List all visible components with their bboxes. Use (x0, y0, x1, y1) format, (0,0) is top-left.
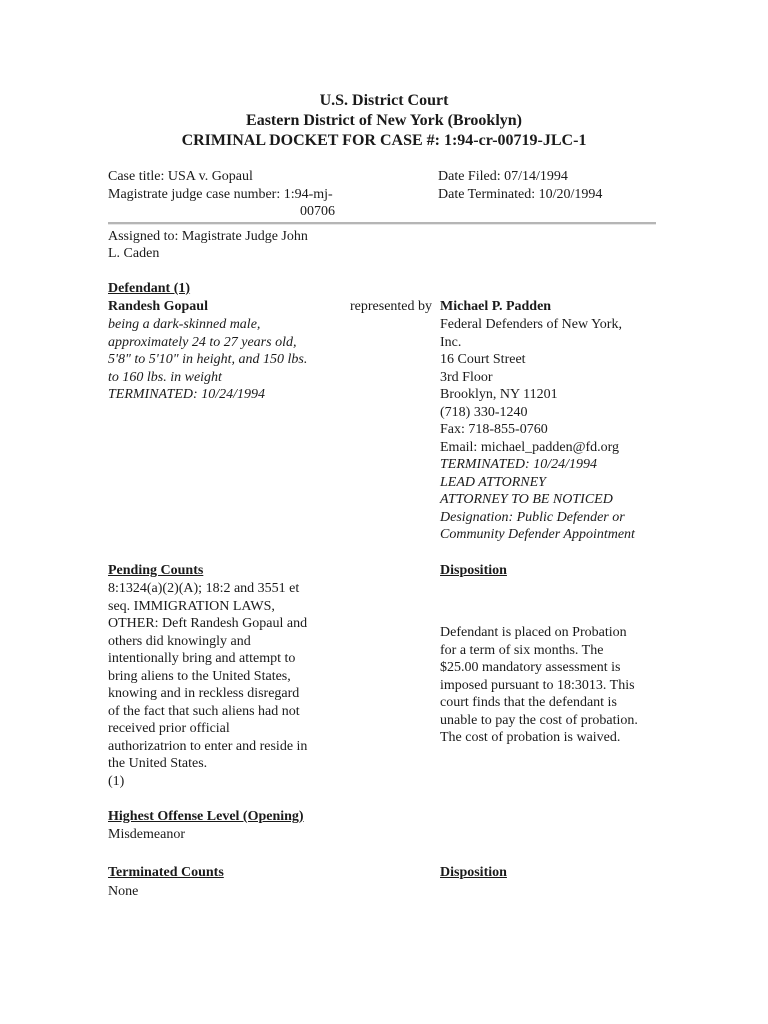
attorney-detail-line: Federal Defenders of New York, (440, 317, 622, 332)
count-line: intentionally bring and attempt to (108, 651, 296, 666)
attorney-detail-line: 16 Court Street (440, 352, 526, 367)
assigned-to: Assigned to: Magistrate Judge John (108, 229, 308, 244)
attorney-detail-line: Inc. (440, 334, 462, 350)
date-filed: Date Filed: 07/14/1994 (438, 169, 568, 184)
disposition-line: imposed pursuant to 18:3013. This (440, 677, 635, 693)
description-line: TERMINATED: 10/24/1994 (108, 387, 265, 402)
defendant-description (108, 316, 307, 404)
count-line: received prior official (108, 721, 230, 736)
count-line: (1) (108, 773, 125, 789)
defendant-heading: Defendant (1) (108, 281, 191, 296)
court-title: U.S. District Court (319, 92, 449, 109)
count-line: the United States. (108, 756, 208, 771)
count-line: knowing and in reckless disregard (108, 686, 300, 701)
highest-offense-heading: Highest Offense Level (Opening) (108, 809, 304, 824)
divider (108, 222, 656, 225)
pending-counts-heading: Pending Counts (108, 563, 204, 578)
pending-disposition-heading: Disposition (440, 563, 507, 578)
description-line: to 160 lbs. in weight (108, 369, 222, 385)
count-line: authorizatrion to enter and reside in (108, 738, 308, 754)
terminated-counts-heading: Terminated Counts (108, 865, 224, 880)
attorney-details (440, 316, 635, 544)
pending-counts-text (108, 580, 307, 790)
disposition-line: unable to pay the cost of probation. (440, 712, 638, 728)
disposition-line: $25.00 mandatory assessment is (440, 660, 621, 675)
count-line: bring aliens to the United States, (108, 668, 291, 684)
attorney-note-line: TERMINATED: 10/24/1994 (440, 457, 597, 472)
disposition-line: court finds that the defendant is (440, 695, 617, 710)
description-line: approximately 24 to 27 years old, (108, 334, 297, 350)
attorney-name: Michael P. Padden (440, 299, 552, 314)
description-line: 5'8" to 5'10" in height, and 150 lbs. (108, 352, 308, 367)
count-line: others did knowingly and (108, 633, 251, 649)
count-line: OTHER: Deft Randesh Gopaul and (108, 616, 308, 631)
attorney-note-line: Community Defender Appointment (440, 527, 635, 542)
count-line: of the fact that such aliens had not (108, 703, 300, 719)
disposition-line: The cost of probation is waived. (440, 730, 621, 745)
attorney-detail-line: (718) 330-1240 (440, 404, 528, 420)
attorney-email: Email: michael_padden@fd.org (440, 439, 620, 455)
count-line: seq. IMMIGRATION LAWS, (108, 598, 275, 614)
magistrate-case-number: Magistrate judge case number: 1:94-mj- (108, 187, 333, 202)
count-line: 8:1324(a)(2)(A); 18:2 and 3551 et (108, 581, 300, 596)
attorney-note-line: Designation: Public Defender or (440, 509, 625, 525)
case-title: Case title: USA v. Gopaul (108, 169, 253, 184)
represented-by-label: represented by (350, 299, 433, 314)
magistrate-case-number-cont: 00706 (300, 204, 335, 219)
assigned-to-cont: L. Caden (108, 246, 160, 261)
highest-offense-value: Misdemeanor (108, 827, 185, 842)
attorney-note-line: ATTORNEY TO BE NOTICED (440, 492, 613, 507)
pending-disposition-text (440, 624, 638, 747)
docket-title: CRIMINAL DOCKET FOR CASE #: 1:94-cr-00719-JLC-1 (181, 132, 587, 149)
disposition-line: Defendant is placed on Probation (440, 625, 627, 640)
attorney-detail-line: Brooklyn, NY 11201 (440, 387, 558, 402)
date-terminated: Date Terminated: 10/20/1994 (438, 187, 603, 202)
attorney-detail-line: Fax: 718-855-0760 (440, 422, 548, 437)
attorney-note-line: LEAD ATTORNEY (440, 474, 546, 490)
terminated-disposition-heading: Disposition (440, 865, 507, 880)
description-line: being a dark-skinned male, (108, 317, 261, 332)
attorney-detail-line: 3rd Floor (440, 369, 493, 385)
district-title: Eastern District of New York (Brooklyn) (246, 112, 522, 129)
terminated-counts-value: None (108, 884, 139, 899)
disposition-line: for a term of six months. The (440, 642, 604, 658)
defendant-name: Randesh Gopaul (108, 299, 208, 314)
